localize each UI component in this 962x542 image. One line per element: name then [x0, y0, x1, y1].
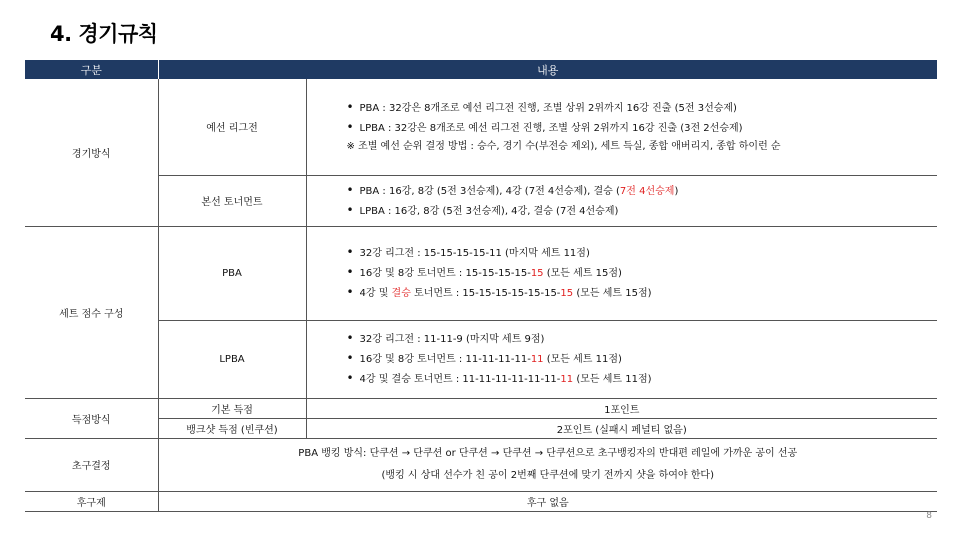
lpba-set-line-2-text: 16강 및 8강 토너먼트 : 11-11-11-11- [359, 354, 531, 365]
pba-set-content [306, 226, 937, 320]
row-label-break: 초구결정 [25, 438, 158, 491]
row-label-follow-shot: 후구제 [25, 491, 158, 511]
league-bullet-lpba: • LPBA : 32강은 8개조로 예선 리그전 진행, 조별 상위 2위까지 16강 진출 (3전 2선승제) [347, 118, 938, 138]
break-content [158, 438, 937, 491]
league-content [306, 79, 937, 175]
table-row [25, 320, 937, 398]
lpba-set-line-2-highlight: 11 [530, 354, 544, 365]
break-line-2: (뱅킹 시 상대 선수가 친 공이 2번째 단쿠션에 맞기 전까지 샷을 하여야 한다) [381, 469, 714, 481]
tournament-content [306, 175, 937, 226]
tournament-pba-final-highlight: 7전 4선승제 [619, 185, 675, 197]
lpba-set-line-2-note: (모든 세트 11점) [543, 354, 622, 365]
table-row [25, 175, 937, 226]
pba-set-line-3-text-a: 4강 및 [359, 288, 392, 299]
sub-label-bank-shot: 뱅크샷 득점 (빈쿠션) [158, 418, 306, 438]
lpba-set-line-1: • 32강 리그전 : 11-11-9 (마지막 세트 9점) [347, 329, 938, 349]
tournament-pba-close: ) [674, 185, 679, 197]
lpba-set-line-3-note: (모든 세트 11점) [573, 374, 652, 385]
bank-shot-value: 2포인트 (실패시 페널티 없음) [306, 418, 937, 438]
pba-set-line-1: • 32강 리그전 : 15-15-15-15-11 (마지막 세트 11점) [347, 243, 938, 263]
row-label-scoring: 득점방식 [25, 398, 158, 438]
sub-label-lpba: LPBA [158, 320, 306, 398]
pba-set-line-2-text: 16강 및 8강 토너먼트 : 15-15-15-15- [359, 268, 531, 279]
table-row [25, 226, 937, 320]
league-note: ※ 조별 예선 순위 결정 방법 : 승수, 경기 수(부전승 제외), 세트 득실, 종합 애버리지, 종합 하이런 순 [346, 140, 781, 152]
league-bullet-pba: • PBA : 32강은 8개조로 예선 리그전 진행, 조별 상위 2위까지 16강 진출 (5전 3선승제) [347, 98, 938, 118]
header-content: 내용 [158, 60, 937, 79]
row-label-set-score: 세트 점수 구성 [25, 226, 158, 398]
rules-table [25, 60, 937, 512]
lpba-set-line-2 [347, 349, 938, 369]
pba-set-line-3-score-highlight: 15 [560, 288, 574, 299]
table-header-row [25, 60, 937, 79]
pba-set-line-2-note: (모든 세트 15점) [543, 268, 622, 279]
pba-set-line-3-text-b: 토너먼트 : 15-15-15-15-15-15- [410, 288, 561, 299]
table-row [25, 398, 937, 418]
pba-set-line-2 [347, 263, 938, 283]
tournament-bullet-lpba: • LPBA : 16강, 8강 (5전 3선승제), 4강, 결승 (7전 4선승제) [347, 201, 938, 221]
page-number: 8 [926, 511, 932, 521]
pba-set-line-2-highlight: 15 [530, 268, 544, 279]
tournament-bullet-pba [347, 181, 938, 201]
page-title: 4. 경기규칙 [50, 22, 158, 46]
follow-shot-value: 후구 없음 [158, 491, 937, 511]
break-line-1: PBA 뱅킹 방식: 단쿠션 → 단쿠션 or 단쿠션 → 단쿠션 → 단쿠션으로 초구뱅킹자의 반대편 레일에 가까운 공이 선공 [298, 447, 798, 459]
sub-label-league: 예선 리그전 [158, 79, 306, 175]
pba-set-line-3-note: (모든 세트 15점) [573, 288, 652, 299]
pba-set-line-3 [347, 283, 938, 303]
header-category: 구분 [25, 60, 158, 79]
lpba-set-line-3-highlight: 11 [560, 374, 574, 385]
sub-label-basic-score: 기본 득점 [158, 398, 306, 418]
basic-score-value: 1포인트 [306, 398, 937, 418]
table-row [25, 438, 937, 491]
sub-label-pba: PBA [158, 226, 306, 320]
lpba-set-content [306, 320, 937, 398]
table-row [25, 491, 937, 511]
table-row [25, 418, 937, 438]
lpba-set-line-3-text: 4강 및 결승 토너먼트 : 11-11-11-11-11-11- [359, 374, 561, 385]
lpba-set-line-3 [347, 369, 938, 389]
row-label-play-method: 경기방식 [25, 79, 158, 226]
table-row [25, 79, 937, 175]
sub-label-tournament: 본선 토너먼트 [158, 175, 306, 226]
tournament-pba-text: PBA : 16강, 8강 (5전 3선승제), 4강 (7전 4선승제), 결승 ( [359, 185, 620, 197]
pba-set-line-3-final-highlight: 결승 [391, 288, 411, 299]
